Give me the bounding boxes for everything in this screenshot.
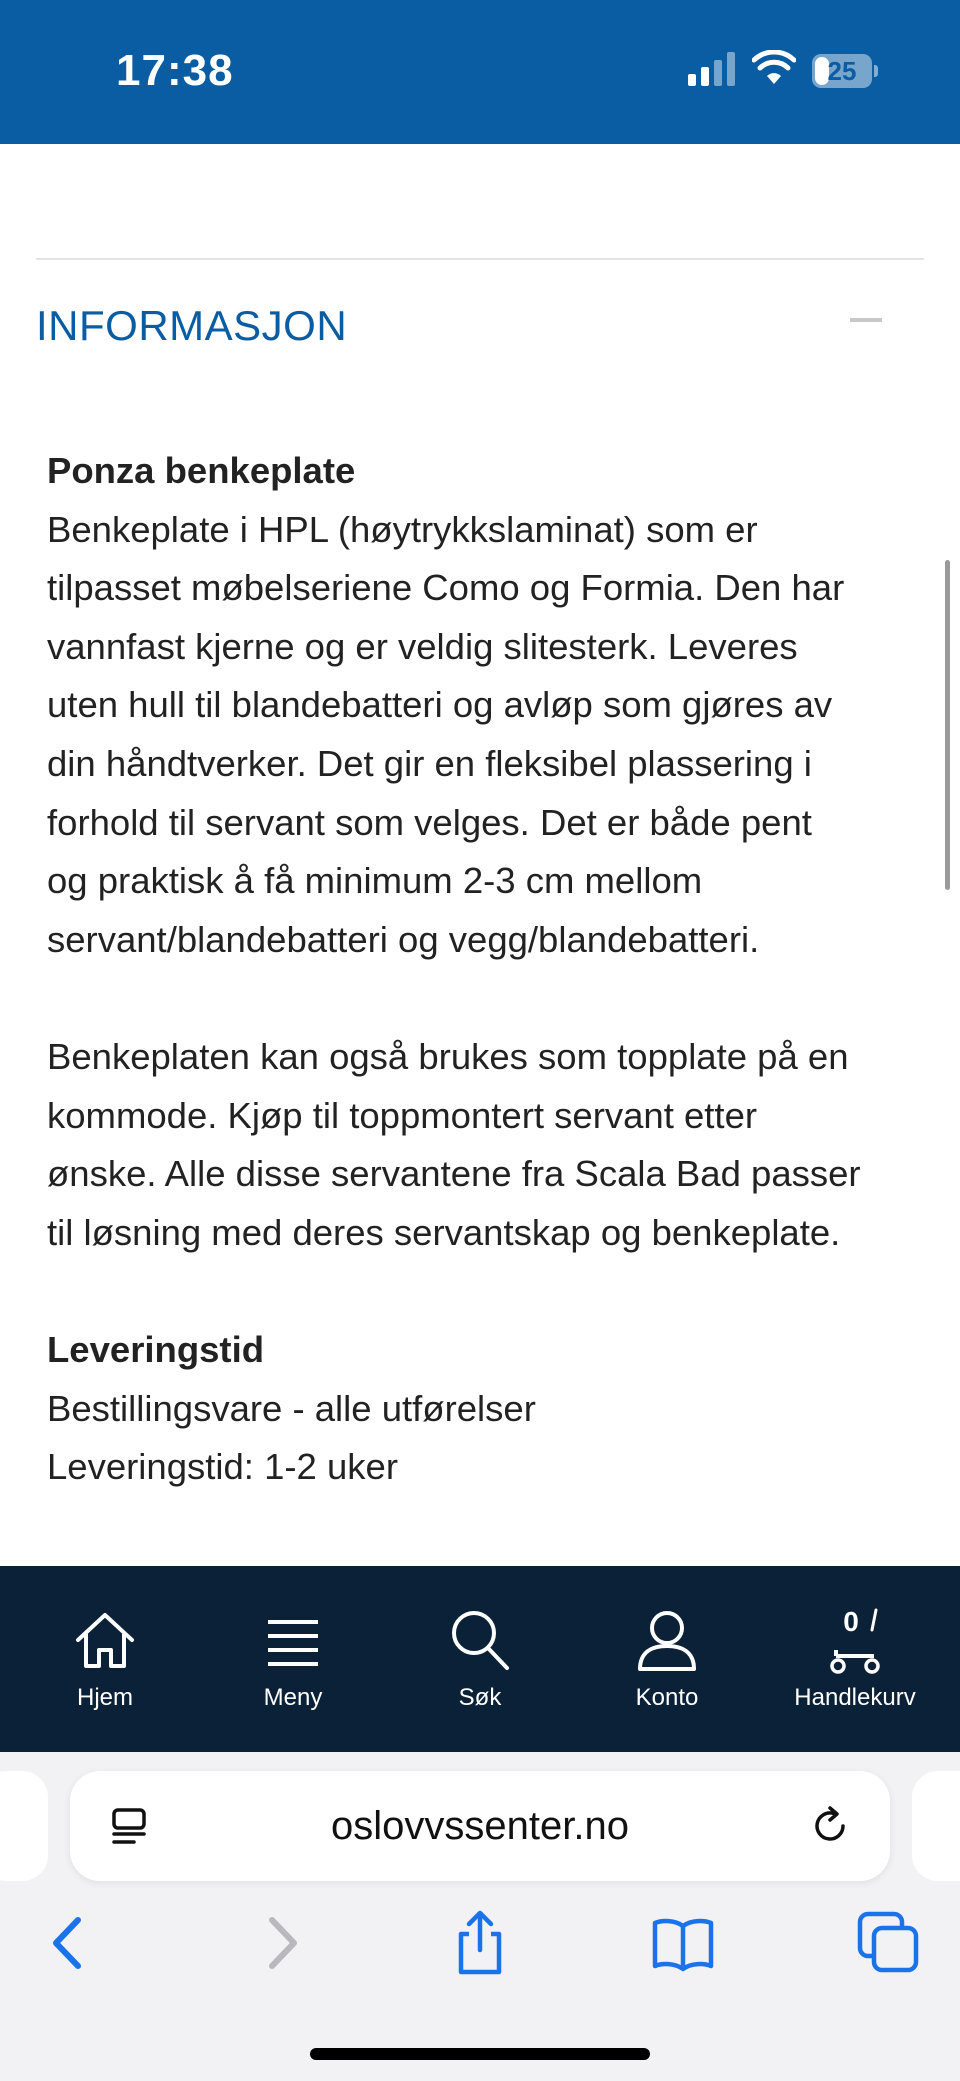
description-line: din håndtverker. Det gir en fleksibel plassering i <box>47 742 812 784</box>
description-line: Benkeplaten kan også brukes som topplate på en <box>47 1035 849 1077</box>
description-line: Benkeplate i HPL (høytrykkslaminat) som er <box>47 508 758 550</box>
nav-search[interactable] <box>395 1566 565 1752</box>
description-line: tilpasset møbelseriene Como og Formia. Den har <box>47 567 845 609</box>
battery-icon <box>812 54 878 88</box>
description-line: servant/blandebatteri og vegg/blandebatteri. <box>47 918 760 960</box>
bottom-nav <box>0 1566 960 1752</box>
share-icon[interactable] <box>447 1910 513 1976</box>
nav-label-home: Hjem <box>76 1684 133 1711</box>
status-time: 17:38 <box>116 46 234 95</box>
address-bar[interactable] <box>70 1771 890 1881</box>
reload-icon[interactable] <box>810 1805 852 1847</box>
status-bar <box>0 0 960 144</box>
delivery-line: Leveringstid: 1-2 uker <box>47 1446 398 1488</box>
description-line: ønske. Alle disse servantene fra Scala Bad passer <box>47 1153 861 1195</box>
minus-icon[interactable] <box>850 318 882 322</box>
description-paragraph-1 <box>47 501 927 970</box>
home-indicator[interactable] <box>310 2048 650 2060</box>
search-icon <box>445 1606 515 1676</box>
nav-label-account: Konto <box>635 1684 699 1711</box>
url-text: oslovvssenter.no <box>331 1804 629 1848</box>
section-divider <box>36 258 924 260</box>
account-icon <box>632 1606 702 1676</box>
delivery-heading: Leveringstid <box>47 1328 265 1370</box>
bookmarks-icon[interactable] <box>650 1910 716 1976</box>
product-name: Ponza benkeplate <box>47 450 356 491</box>
nav-cart[interactable] <box>770 1566 940 1752</box>
browser-chrome <box>0 1752 960 2081</box>
cellular-signal-icon <box>688 52 736 86</box>
nav-account[interactable] <box>582 1566 752 1752</box>
forward-icon[interactable] <box>246 1910 312 1976</box>
accordion-title: INFORMASJON <box>36 302 348 349</box>
tabs-icon[interactable] <box>856 1910 922 1976</box>
cart-icon <box>820 1606 890 1676</box>
menu-icon <box>258 1606 328 1676</box>
nav-label-menu: Meny <box>263 1684 323 1711</box>
previous-tab-peek[interactable] <box>0 1771 48 1881</box>
scrollbar[interactable] <box>945 560 950 890</box>
cart-count: 0 <box>843 1606 859 1637</box>
delivery-info <box>47 1380 927 1497</box>
wifi-icon <box>752 50 796 86</box>
delivery-line: Bestillingsvare - alle utførelser <box>47 1387 536 1429</box>
nav-label-search: Søk <box>458 1684 502 1711</box>
product-info-content <box>47 442 927 1497</box>
back-icon[interactable] <box>38 1910 104 1976</box>
nav-home[interactable] <box>20 1566 190 1752</box>
nav-label-cart: Handlekurv <box>794 1684 916 1711</box>
nav-menu[interactable] <box>208 1566 378 1752</box>
next-tab-peek[interactable] <box>912 1771 960 1881</box>
description-paragraph-2 <box>47 1028 927 1262</box>
battery-level: 25 <box>827 56 857 86</box>
description-line: forhold til servant som velges. Det er både pent <box>47 801 812 843</box>
accordion-header-informasjon[interactable] <box>0 290 960 362</box>
description-line: vannfast kjerne og er veldig slitesterk. Leveres <box>47 625 798 667</box>
description-line: kommode. Kjøp til toppmontert servant etter <box>47 1094 758 1136</box>
home-icon <box>70 1606 140 1676</box>
description-line: og praktisk å få minimum 2-3 cm mellom <box>47 860 703 902</box>
description-line: uten hull til blandebatteri og avløp som gjøres av <box>47 684 833 726</box>
description-line: til løsning med deres servantskap og benkeplate. <box>47 1211 841 1253</box>
